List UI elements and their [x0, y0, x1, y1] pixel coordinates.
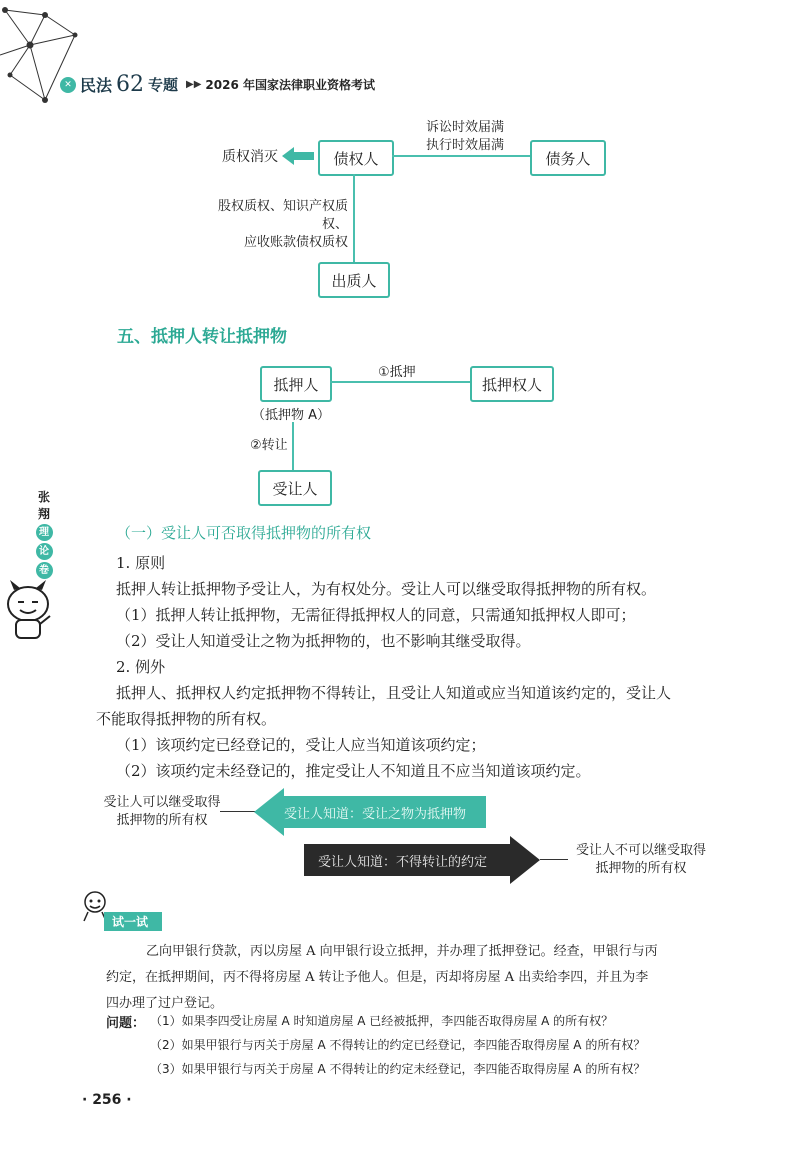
transfer-line	[292, 422, 294, 470]
page-header	[60, 72, 375, 97]
exception-item-1: （1）该项约定已经登记的，受让人应当知道该项约定；	[116, 736, 486, 754]
subsection-title: （一）受让人可否取得抵押物的所有权	[116, 524, 372, 542]
creditor-box: 债权人	[318, 140, 394, 176]
creditor-pledgor-line	[353, 174, 355, 262]
header-topic: 专题	[148, 76, 179, 94]
limitation-label: 诉讼时效届满 执行时效届满	[425, 120, 504, 153]
question-label: 问题：	[106, 1016, 146, 1031]
logo-icon: ✕	[60, 77, 76, 93]
exception-text-1: 抵押人、抵押权人约定抵押物不得转让，且受让人知道或应当知道该约定的，受让人	[116, 684, 672, 702]
mortgagee-box: 抵押权人	[470, 366, 554, 402]
principle-text: 抵押人转让抵押物予受让人，为有权处分。受让人可以继受取得抵押物的所有权。	[116, 580, 657, 598]
side-tab	[32, 488, 56, 579]
header-number: 62	[116, 72, 145, 97]
arrow-left-text: 受让人知道：受让之物为抵押物	[284, 807, 467, 822]
side-tag-2: 论	[36, 543, 53, 560]
principle-item-1: （1）抵押人转让抵押物，无需征得抵押权人的同意，只需通知抵押权人即可；	[116, 606, 636, 624]
side-tag-1: 理	[36, 524, 53, 541]
header-series: 2026 年国家法律职业资格考试	[205, 78, 375, 92]
case-line-2: 约定，在抵押期间，丙不得将房屋 A 转让予他人。但是，丙却将房屋 A 出卖给李四，并且为李	[106, 970, 649, 985]
exception-item-2: （2）该项约定未经登记的，推定受让人不知道且不应当知道该项约定。	[116, 762, 591, 780]
cannot-acquire-label: 受让人不可以继受取得 抵押物的所有权	[575, 843, 706, 876]
property-label: （抵押物 A）	[252, 408, 331, 423]
question-1: （1）如果李四受让房屋 A 时知道房屋 A 已经被抵押，李四能否取得房屋 A 的所有权？	[150, 1014, 614, 1028]
can-acquire-label: 受让人可以继受取得 抵押物的所有权	[103, 795, 221, 828]
page-number: · 256 ·	[82, 1092, 132, 1108]
section-title: 五、抵押人转让抵押物	[117, 327, 287, 347]
chevron-right-icon: ▶▶	[186, 79, 202, 90]
mortgage-line	[330, 381, 470, 383]
practice-label: 试一试	[104, 912, 162, 931]
case-line-1: 乙向甲银行贷款，丙以房屋 A 向甲银行设立抵押，并办理了抵押登记。经查，甲银行与丙	[146, 944, 658, 959]
transfer-step-label: ②转让	[250, 438, 288, 453]
arrow-left-icon	[282, 147, 314, 165]
side-name-1: 张	[37, 490, 50, 504]
principle-item-2: （2）受让人知道受让之物为抵押物的，也不影响其继受取得。	[116, 632, 531, 650]
question-3: （3）如果甲银行与丙关于房屋 A 不得转让的约定未经登记，李四能否取得房屋 A 的所有权？	[150, 1062, 646, 1076]
connector-left	[220, 811, 256, 812]
side-tag-3: 卷	[36, 562, 53, 579]
arrow-right-text: 受让人知道：不得转让的约定	[318, 855, 488, 870]
side-name-2: 翔	[37, 507, 50, 521]
principle-head: 1. 原则	[116, 554, 166, 572]
extinguish-label: 质权消灭	[222, 149, 278, 165]
header-logo: 民法	[80, 76, 113, 95]
exception-text-2: 不能取得抵押物的所有权。	[96, 710, 277, 728]
question-2: （2）如果甲银行与丙关于房屋 A 不得转让的约定已经登记，李四能否取得房屋 A 的所有权？	[150, 1038, 646, 1052]
exception-head: 2. 例外	[116, 658, 166, 676]
pledge-rights-label: 股权质权、知识产权质权、 应收账款债权质权	[217, 199, 348, 250]
connector-right	[540, 859, 568, 860]
mortgage-step-label: ①抵押	[378, 365, 416, 380]
mascot-icon	[2, 580, 54, 642]
pledgor-box: 出质人	[318, 262, 390, 298]
case-line-3: 四办理了过户登记。	[106, 996, 224, 1011]
debtor-box: 债务人	[530, 140, 606, 176]
creditor-debtor-line	[392, 155, 530, 157]
mortgagor-box: 抵押人	[260, 366, 332, 402]
transferee-box: 受让人	[258, 470, 332, 506]
